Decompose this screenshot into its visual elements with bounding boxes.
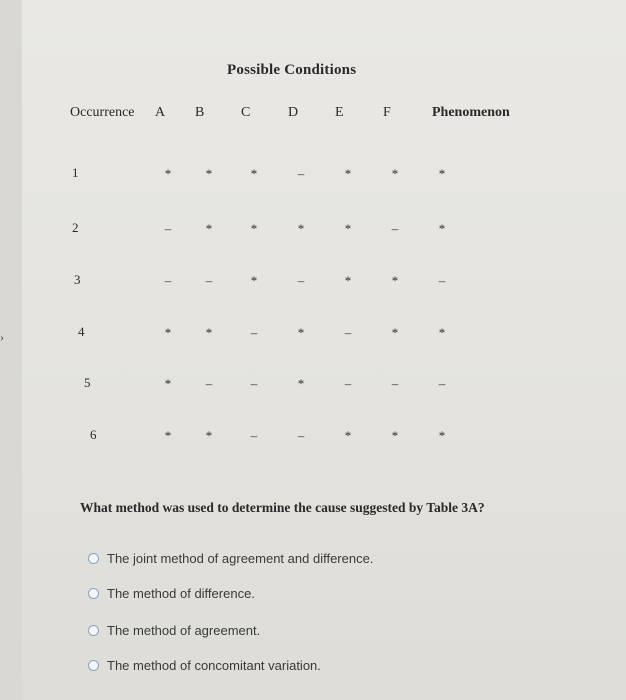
header-col-e: E bbox=[335, 105, 344, 120]
phenomenon-cell: – bbox=[438, 273, 446, 288]
header-phenomenon: Phenomenon bbox=[432, 105, 510, 120]
condition-cell: – bbox=[391, 221, 399, 236]
condition-cell: – bbox=[205, 273, 213, 288]
condition-cell: * bbox=[344, 221, 352, 236]
option-concomitant-variation[interactable] bbox=[88, 656, 321, 674]
condition-cell: * bbox=[391, 428, 399, 443]
condition-cell: – bbox=[164, 221, 172, 236]
header-occurrence: Occurrence bbox=[70, 105, 135, 120]
radio-button[interactable] bbox=[88, 553, 99, 564]
condition-cell: – bbox=[297, 166, 305, 181]
condition-cell: * bbox=[164, 325, 172, 340]
condition-cell: – bbox=[297, 273, 305, 288]
edge-arrow-icon: › bbox=[0, 330, 4, 344]
condition-cell: – bbox=[344, 325, 352, 340]
row-number: 1 bbox=[72, 165, 79, 180]
option-method-of-agreement[interactable] bbox=[88, 621, 260, 639]
condition-cell: * bbox=[391, 166, 399, 181]
worksheet-page bbox=[22, 0, 626, 700]
row-number: 5 bbox=[84, 375, 91, 390]
row-number: 4 bbox=[78, 324, 85, 339]
condition-cell: – bbox=[164, 273, 172, 288]
option-joint-method[interactable] bbox=[88, 549, 373, 567]
phenomenon-cell: * bbox=[438, 428, 446, 443]
condition-cell: * bbox=[205, 428, 213, 443]
condition-cell: * bbox=[205, 325, 213, 340]
radio-button[interactable] bbox=[88, 660, 99, 671]
condition-cell: – bbox=[391, 376, 399, 391]
row-number: 2 bbox=[72, 220, 79, 235]
condition-cell: * bbox=[164, 166, 172, 181]
row-number: 6 bbox=[90, 427, 97, 442]
condition-cell: – bbox=[250, 428, 258, 443]
condition-cell: * bbox=[164, 376, 172, 391]
condition-cell: – bbox=[205, 376, 213, 391]
header-col-c: C bbox=[241, 105, 251, 120]
condition-cell: * bbox=[250, 166, 258, 181]
condition-cell: – bbox=[250, 325, 258, 340]
option-method-of-difference[interactable] bbox=[88, 584, 255, 602]
phenomenon-cell: * bbox=[438, 166, 446, 181]
phenomenon-cell: * bbox=[438, 221, 446, 236]
phenomenon-cell: – bbox=[438, 376, 446, 391]
condition-cell: * bbox=[297, 325, 305, 340]
condition-cell: * bbox=[164, 428, 172, 443]
condition-cell: * bbox=[297, 221, 305, 236]
condition-cell: – bbox=[297, 428, 305, 443]
condition-cell: – bbox=[250, 376, 258, 391]
header-col-d: D bbox=[288, 105, 299, 120]
condition-cell: * bbox=[344, 428, 352, 443]
question-text: What method was used to determine the cause suggested by Table 3A? bbox=[80, 500, 485, 515]
condition-cell: * bbox=[250, 273, 258, 288]
header-col-a: A bbox=[155, 105, 166, 120]
radio-button[interactable] bbox=[88, 588, 99, 599]
condition-cell: * bbox=[205, 221, 213, 236]
radio-button[interactable] bbox=[88, 625, 99, 636]
option-label: The method of agreement. bbox=[107, 622, 261, 638]
condition-cell: * bbox=[250, 221, 258, 236]
header-col-f: F bbox=[383, 105, 391, 120]
condition-cell: * bbox=[344, 166, 352, 181]
option-label: The method of concomitant variation. bbox=[107, 657, 321, 673]
condition-cell: * bbox=[344, 273, 352, 288]
condition-cell: * bbox=[205, 166, 213, 181]
row-number: 3 bbox=[74, 272, 81, 287]
header-col-b: B bbox=[195, 105, 205, 120]
condition-cell: * bbox=[391, 273, 399, 288]
option-label: The method of difference. bbox=[107, 585, 255, 601]
condition-cell: – bbox=[344, 376, 352, 391]
option-label: The joint method of agreement and difference. bbox=[107, 550, 374, 566]
phenomenon-cell: * bbox=[438, 325, 446, 340]
condition-cell: * bbox=[391, 325, 399, 340]
condition-cell: * bbox=[297, 376, 305, 391]
table-title: Possible Conditions bbox=[227, 62, 357, 78]
